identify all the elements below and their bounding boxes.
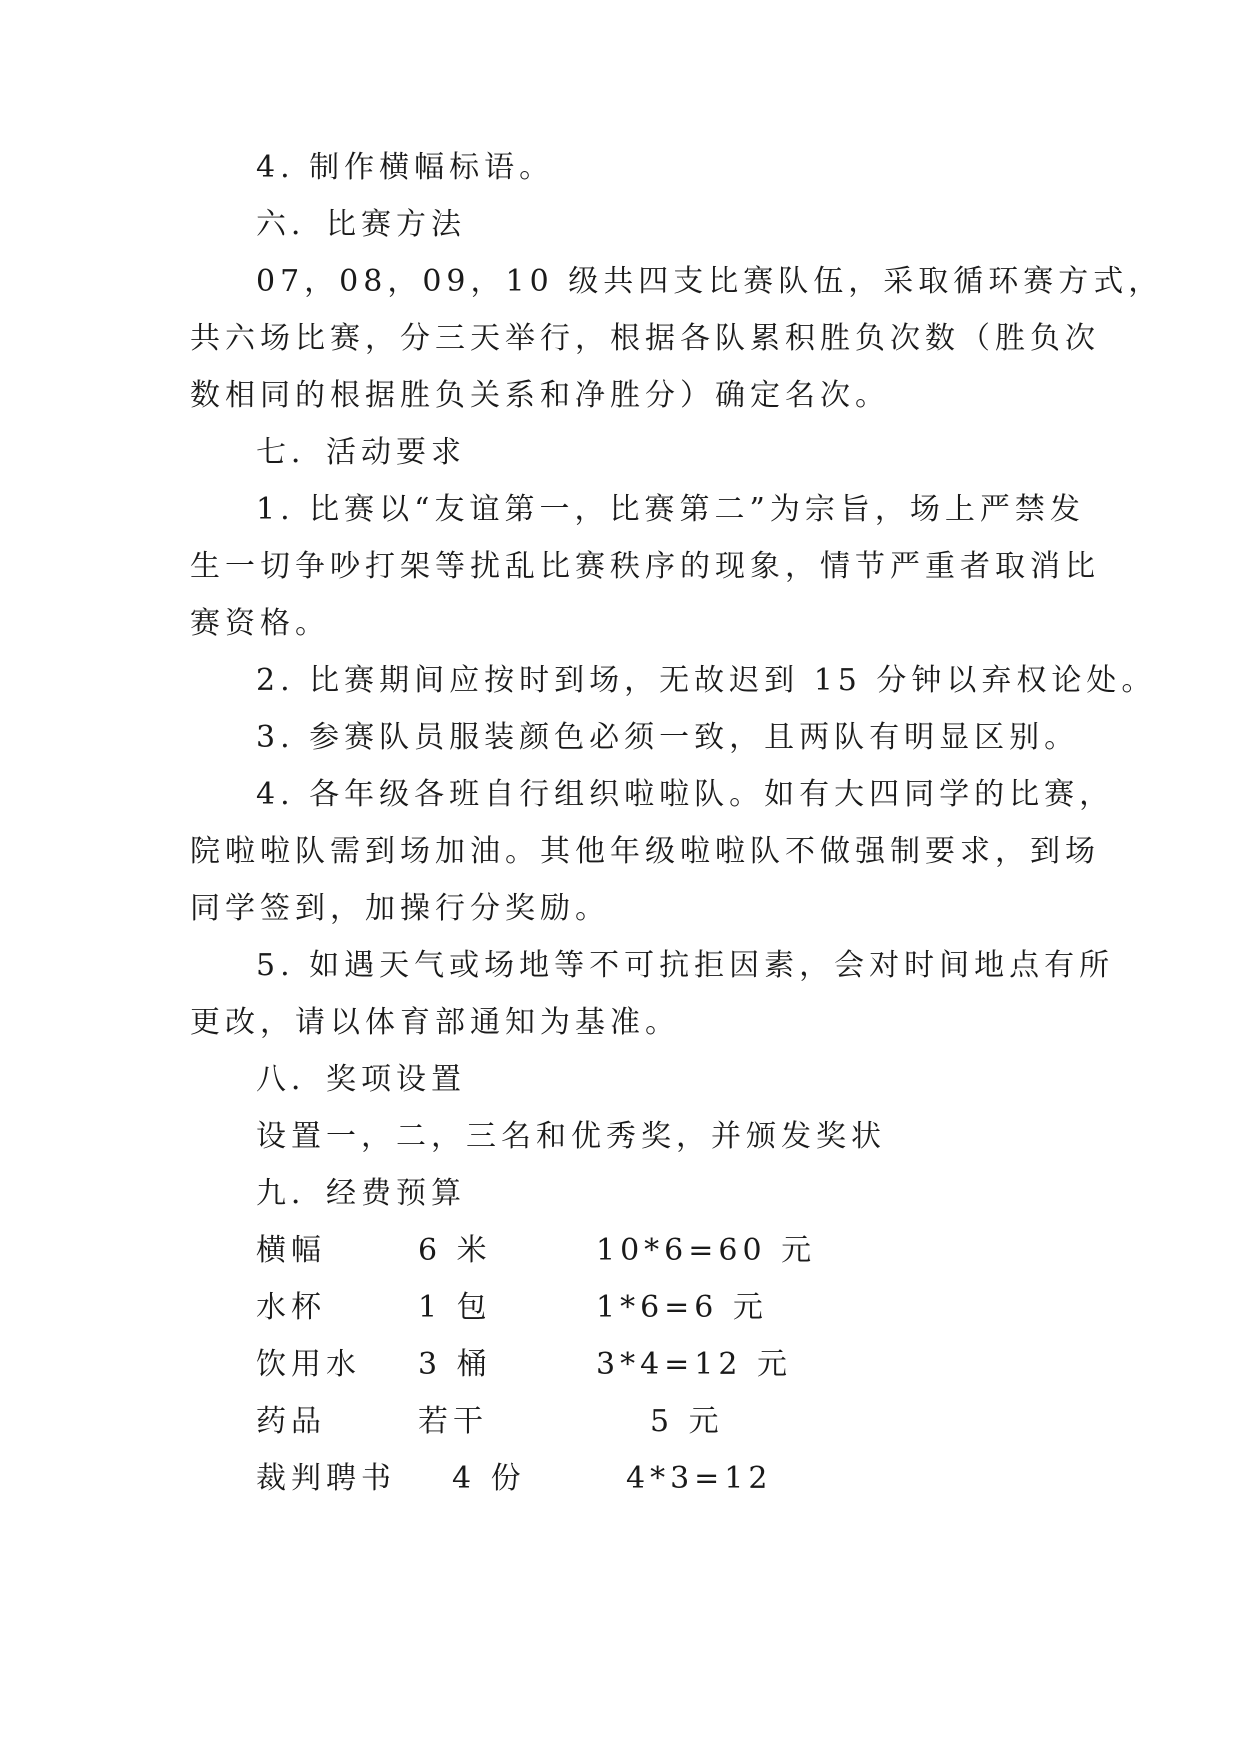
budget-qty: 4 份 (452, 1461, 526, 1496)
budget-cost: 5 元 (650, 1404, 724, 1439)
budget-cost: 1*6=6 元 (596, 1290, 768, 1325)
budget-item: 裁判聘书 (256, 1461, 396, 1496)
budget-qty: 6 米 (418, 1233, 492, 1268)
budget-item: 药品 (256, 1404, 326, 1439)
text-line: 3. 参赛队员服装颜色必须一致，且两队有明显区别。 (256, 720, 1080, 755)
budget-item: 横幅 (256, 1233, 326, 1268)
section-heading: 七．活动要求 (256, 435, 466, 470)
budget-row (0, 1288, 1241, 1328)
text-line: 07，08，09，10 级共四支比赛队伍，采取循环赛方式， (256, 264, 1164, 299)
budget-cost: 3*4=12 元 (596, 1347, 793, 1382)
text-line: 4. 各年级各班自行组织啦啦队。如有大四同学的比赛， (256, 777, 1115, 812)
budget-row (0, 1459, 1241, 1499)
budget-cost: 10*6=60 元 (596, 1233, 817, 1268)
text-line: 共六场比赛，分三天举行，根据各队累积胜负次数（胜负次 (190, 321, 1100, 356)
budget-qty: 若干 (418, 1404, 488, 1439)
text-line: 更改，请以体育部通知为基准。 (190, 1005, 680, 1040)
text-line: 1. 比赛以“友谊第一，比赛第二”为宗旨，场上严禁发 (256, 492, 1085, 527)
text-line: 2. 比赛期间应按时到场，无故迟到 15 分钟以弃权论处。 (256, 663, 1157, 698)
budget-row (0, 1402, 1241, 1442)
budget-row (0, 1345, 1241, 1385)
section-heading: 八．奖项设置 (256, 1062, 466, 1097)
section-heading: 九．经费预算 (256, 1176, 466, 1211)
text-line: 赛资格。 (190, 606, 330, 641)
budget-qty: 1 包 (418, 1290, 492, 1325)
text-line: 同学签到，加操行分奖励。 (190, 891, 610, 926)
budget-cost: 4*3=12 (626, 1461, 773, 1496)
text-line: 5. 如遇天气或场地等不可抗拒因素，会对时间地点有所 (256, 948, 1115, 983)
text-line: 院啦啦队需到场加油。其他年级啦啦队不做强制要求，到场 (190, 834, 1100, 869)
text-line: 数相同的根据胜负关系和净胜分）确定名次。 (190, 378, 890, 413)
budget-qty: 3 桶 (418, 1347, 492, 1382)
text-line: 设置一，二，三名和优秀奖，并颁发奖状 (256, 1119, 886, 1154)
text-line: 4. 制作横幅标语。 (256, 150, 555, 185)
section-heading: 六．比赛方法 (256, 207, 466, 242)
budget-item: 饮用水 (256, 1347, 361, 1382)
budget-row (0, 1231, 1241, 1271)
text-line: 生一切争吵打架等扰乱比赛秩序的现象，情节严重者取消比 (190, 549, 1100, 584)
budget-item: 水杯 (256, 1290, 326, 1325)
